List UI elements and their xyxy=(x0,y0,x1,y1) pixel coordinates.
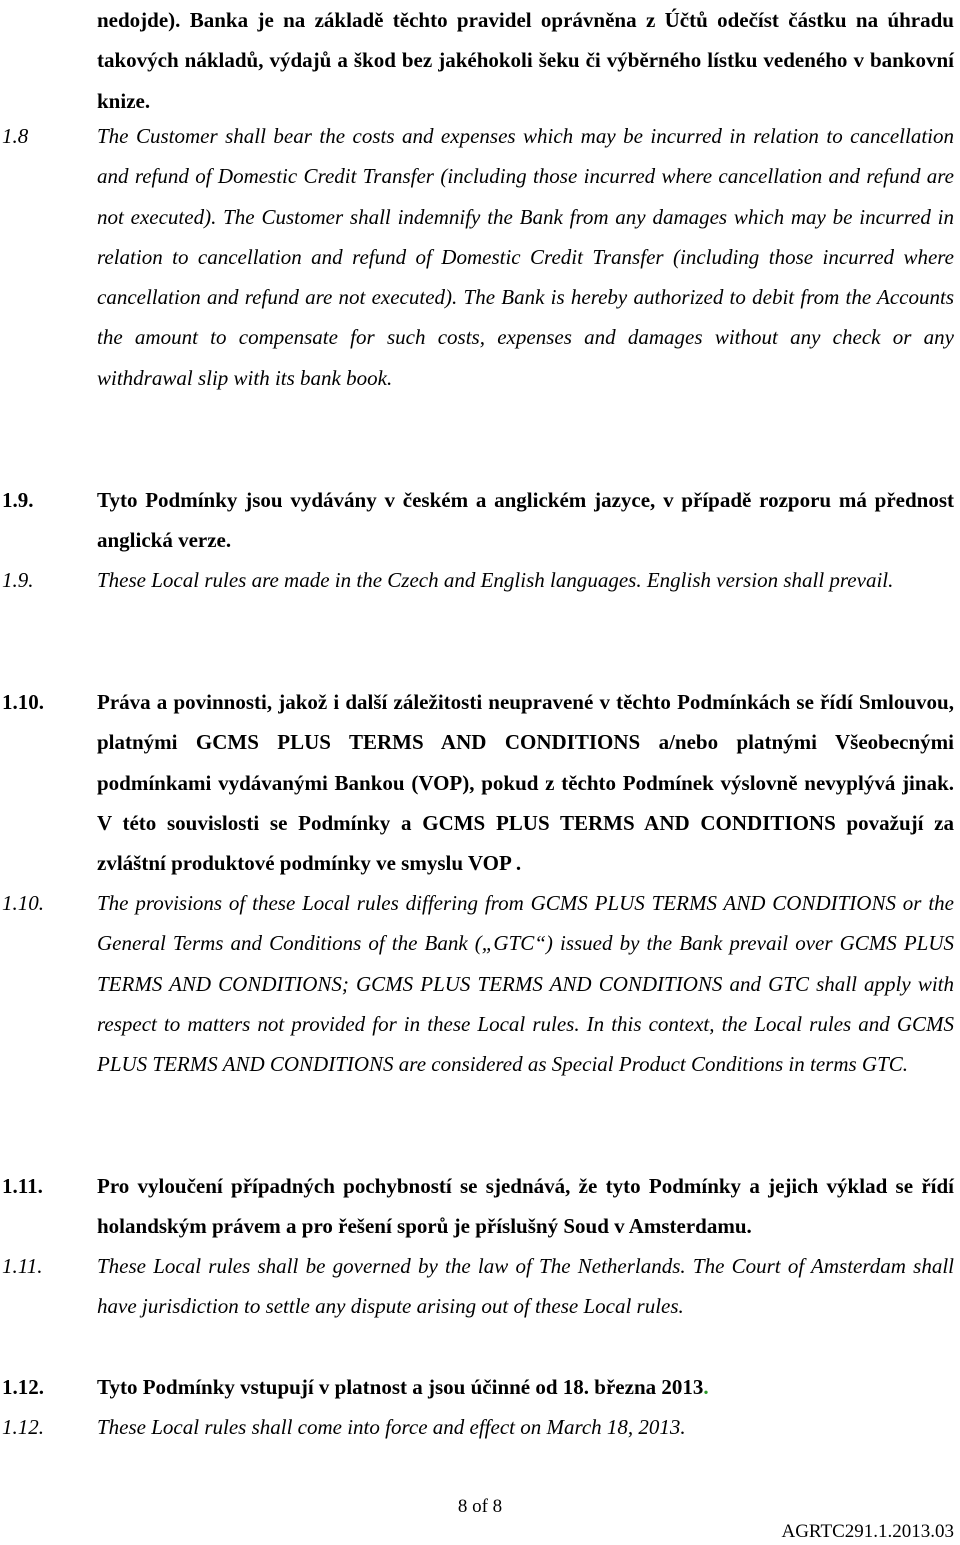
section-text-cz-body: Tyto Podmínky vstupují v platnost a jsou účinné od 18. března 2013 xyxy=(97,1375,704,1399)
section-number: 1.9. xyxy=(2,568,34,592)
section-text-cz: Tyto Podmínky jsou vydávány v českém a anglickém jazyce, v případě rozporu má přednost anglická verze. xyxy=(97,488,954,553)
section-text-cz xyxy=(97,1367,954,1407)
section-1-11-en xyxy=(0,1246,960,1327)
page-number: 8 of 8 xyxy=(457,1496,503,1517)
section-number: 1.8 xyxy=(2,124,29,148)
section-text-en: These Local rules shall be governed by the law of The Netherlands. The Court of Amsterdam shall have jurisdiction to settle any dispute arising out of these Local rules. xyxy=(97,1254,954,1319)
section-number: 1.10. xyxy=(2,690,44,714)
section-1-9-en xyxy=(0,560,960,600)
section-number: 1.12. xyxy=(2,1375,44,1399)
section-text-en: The provisions of these Local rules differing from GCMS PLUS TERMS AND CONDITIONS or the General Terms and Conditions of the Bank („GTC“) issued by the Bank prevail over GCMS PLUS TERMS AND CONDITIONS; GCMS PLUS TERMS AND CONDITIONS and GTC shall apply with respect to matters not provided for in these Local rules. In this context, the Local rules and GCMS PLUS TERMS AND CONDITIONS are considered as Special Product Conditions in terms GTC. xyxy=(97,891,954,1077)
green-period: . xyxy=(703,1375,709,1399)
continuation-paragraph xyxy=(0,0,960,121)
section-text-en: The Customer shall bear the costs and expenses which may be incurred in relation to cancellation and refund of Domestic Credit Transfer (including those incurred where cancellation and refund are not executed). The Customer shall indemnify the Bank from any damages which may be incurred in relation to cancellation and refund of Domestic Credit Transfer (including those incurred where cancellation and refund are not executed). The Bank is hereby authorized to debit from the Accounts the amount to compensate for such costs, expenses and damages without any check or any withdrawal slip with its bank book. xyxy=(97,124,954,390)
section-1-10-en xyxy=(0,883,960,1084)
section-1-10-cz xyxy=(0,682,960,883)
section-1-11-cz xyxy=(0,1166,960,1247)
section-1-9-cz xyxy=(0,480,960,561)
continuation-text: nedojde). Banka je na základě těchto pravidel oprávněna z Účtů odečíst částku na úhradu takových nákladů, výdajů a škod bez jakéhokoli šeku či výběrného lístku vedeného v bankovní knize. xyxy=(97,8,954,113)
section-text-cz: Pro vyloučení případných pochybností se sjednává, že tyto Podmínky a jejich výklad se řídí holandským právem a pro řešení sporů je příslušný Soud v Amsterdamu. xyxy=(97,1174,954,1239)
section-text-en: These Local rules are made in the Czech and English languages. English version shall prevail. xyxy=(97,568,894,592)
section-number: 1.11. xyxy=(2,1174,43,1198)
section-1-8-en xyxy=(0,116,960,398)
section-number: 1.9. xyxy=(2,488,34,512)
section-number: 1.12. xyxy=(2,1415,44,1439)
document-code: AGRTC291.1.2013.03 xyxy=(781,1521,954,1542)
section-1-12-en xyxy=(0,1407,960,1447)
section-number: 1.11. xyxy=(2,1254,43,1278)
section-text-en: These Local rules shall come into force and effect on March 18, 2013. xyxy=(97,1415,686,1439)
section-number: 1.10. xyxy=(2,891,44,915)
section-1-12-cz xyxy=(0,1367,960,1407)
section-text-cz: Práva a povinnosti, jakož i další záležitosti neupravené v těchto Podmínkách se řídí Smlouvou, platnými GCMS PLUS TERMS AND CONDITIONS a/nebo platnými Všeobecnými podmínkami vydávanými Bankou (VOP), pokud z těchto Podmínek výslovně nevyplývá jinak. V této souvislosti se Podmínky a GCMS PLUS TERMS AND CONDITIONS považují za zvláštní produktové podmínky ve smyslu VOP . xyxy=(97,690,954,876)
